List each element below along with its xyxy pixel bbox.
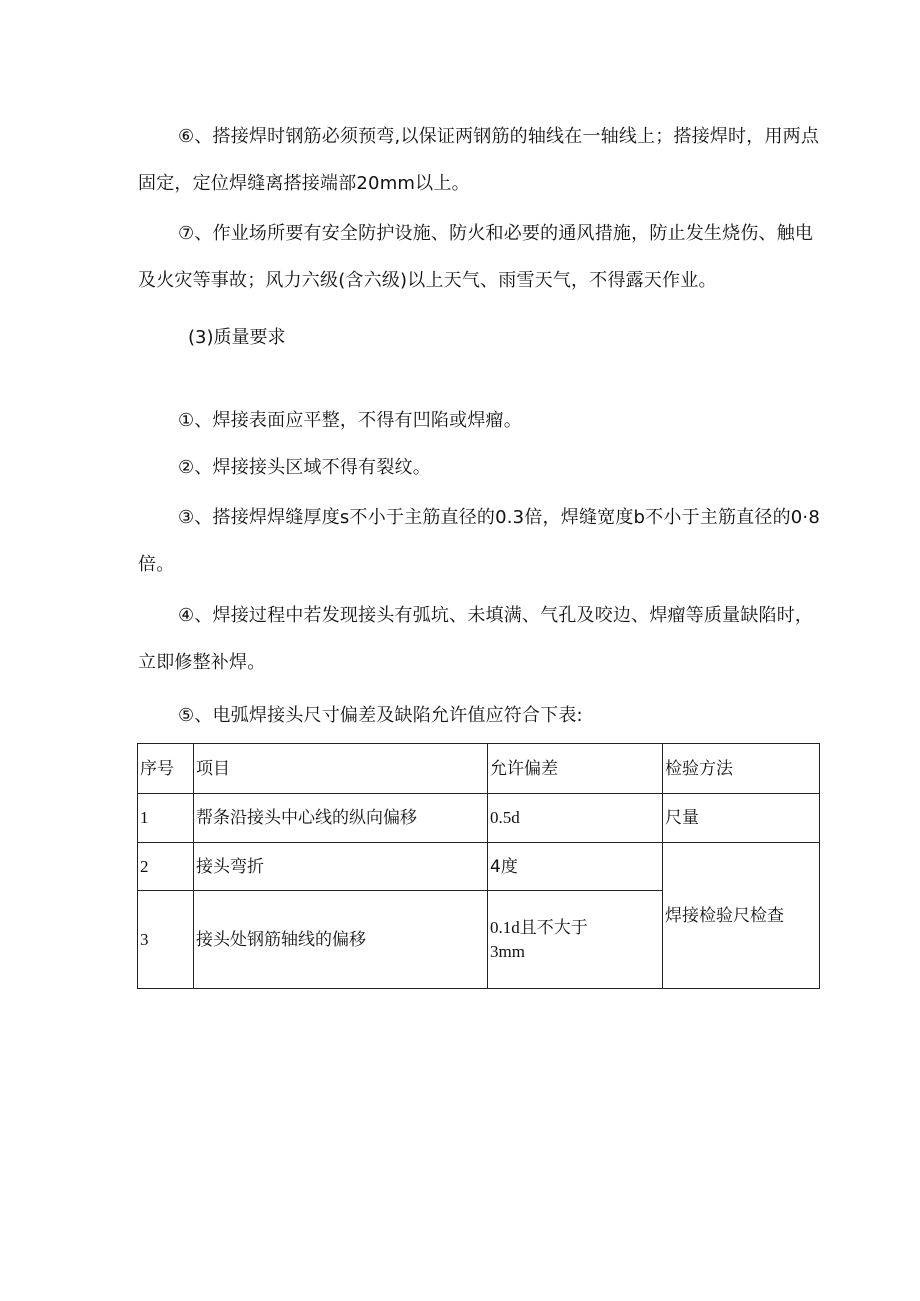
cell-tolerance-line1: 0.1d且不大于 <box>490 917 588 937</box>
quality-item-1: ①、焊接表面应平整，不得有凹陷或焊瘤。 <box>178 410 522 431</box>
cell-no: 1 <box>138 794 194 843</box>
cell-no: 3 <box>138 891 194 989</box>
header-cell-tolerance: 允许偏差 <box>488 744 663 794</box>
cell-item: 接头弯折 <box>194 843 488 891</box>
header-cell-item: 项目 <box>194 744 488 794</box>
cell-item: 接头处钢筋轴线的偏移 <box>194 891 488 989</box>
table-row <box>138 843 820 891</box>
cell-no: 2 <box>138 843 194 891</box>
paragraph-item-6: ⑥、搭接焊时钢筋必须预弯,以保证两钢筋的轴线在一轴线上；搭接焊时，用两点固定，定位焊缝离搭接端部20mm以上。 <box>138 126 820 194</box>
cell-tolerance: 0.5d <box>488 794 663 843</box>
quality-item-3: ③、搭接焊焊缝厚度s不小于主筋直径的0.3倍，焊缝宽度b不小于主筋直径的0·8倍。 <box>138 507 820 575</box>
table-header-row <box>138 744 820 794</box>
tolerance-table <box>137 743 820 989</box>
header-cell-no: 序号 <box>138 744 194 794</box>
cell-method-merged: 焊接检验尺检查 <box>663 843 820 989</box>
header-cell-method: 检验方法 <box>663 744 820 794</box>
quality-item-2: ②、焊接接头区域不得有裂纹。 <box>178 457 431 478</box>
cell-tolerance-line2: 3mm <box>490 941 525 961</box>
paragraph-item-7: ⑦、作业场所要有安全防护设施、防火和必要的通风措施，防止发生烧伤、触电及火灾等事故；风力六级(含六级)以上天气、雨雪天气，不得露天作业。 <box>138 223 814 291</box>
quality-item-4: ④、焊接过程中若发现接头有弧坑、未填满、气孔及咬边、焊瘤等质量缺陷时，立即修整补焊。 <box>138 605 814 673</box>
cell-tolerance: 4度 <box>488 843 663 891</box>
quality-item-5: ⑤、电弧焊接头尺寸偏差及缺陷允许值应符合下表: <box>178 705 583 726</box>
section-heading-quality: (3)质量要求 <box>188 327 286 348</box>
cell-item: 帮条沿接头中心线的纵向偏移 <box>194 794 488 843</box>
table-row <box>138 794 820 843</box>
cell-method: 尺量 <box>663 794 820 843</box>
cell-tolerance <box>488 891 663 989</box>
